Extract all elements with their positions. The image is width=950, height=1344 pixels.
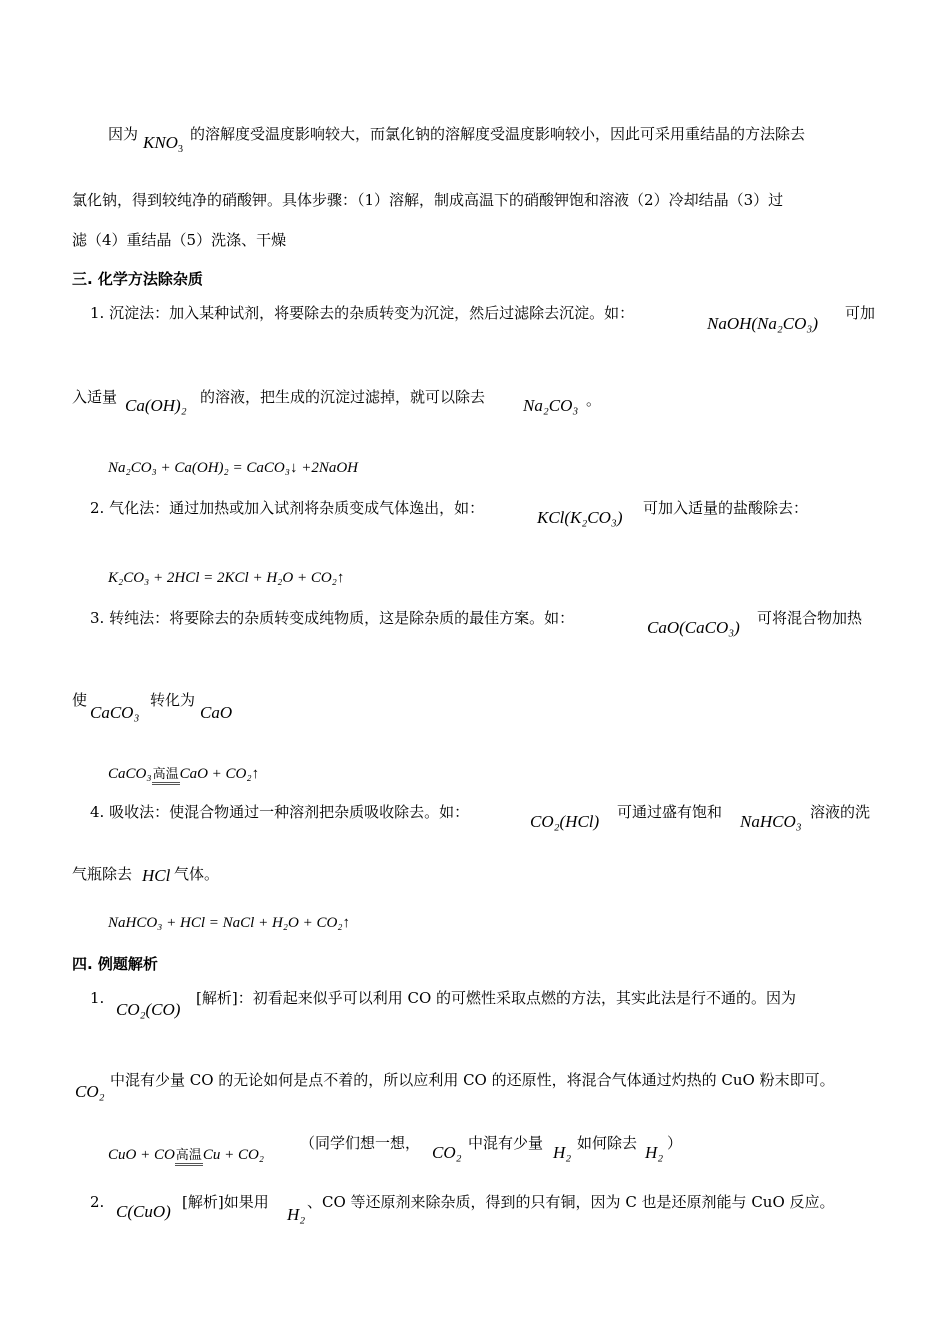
item4-line2b: 气体。 [174,865,220,883]
ex1-note-d: ） [667,1134,683,1152]
item3-text: 3. 转纯法：将要除去的杂质转变成纯物质，这是除杂质的最佳方案。如： [90,609,575,627]
item1-formula: NaOH(Na₂CO₃) [707,314,818,333]
ex2-formula: C(CuO) [116,1202,171,1221]
item4-text: 4. 吸收法：使混合物通过一种溶剂把杂质吸收除去。如： [90,803,470,821]
item3-tail: 可将混合物加热 [757,609,863,627]
item4-mid: 可通过盛有饱和 [617,803,723,821]
ex2-num: 2. [90,1193,105,1211]
item1-line2c: 。 [586,391,602,409]
item1-text: 1. 沉淀法：加入某种试剂，将要除去的杂质转变为沉淀，然后过滤除去沉淀。如： [90,304,635,322]
item1-line2a: 入适量 [72,388,118,406]
ex1-line2: 中混有少量 CO 的无论如何是点不着的，所以应利用 CO 的还原性，将混合气体通过灼热的 CuO 粉末即可。 [110,1071,835,1089]
item1-line2b: 的溶液，把生成的沉淀过滤掉，就可以除去 [200,388,486,406]
ex1-formula: CO₂(CO) [116,1000,181,1019]
ex1-eq-cond: 高温 [175,1148,203,1166]
item3-equation [108,763,259,783]
item1-equation: Na₂CO₃ + Ca(OH)₂ = CaCO₃↓ +2NaOH [108,460,358,476]
item1-f2: Ca(OH)₂ [125,396,187,415]
ex1-note-b: 中混有少量 [468,1134,544,1152]
section3-heading: 三. 化学方法除杂质 [72,270,203,288]
ex1-eq-right: Cu + CO₂ [202,1147,264,1163]
item3-eq-left: CaCO₃ [108,766,152,782]
item3-formula: CaO(CaCO₃) [647,618,740,637]
ex1-num: 1. [90,989,105,1007]
item3-line2a: 使 [72,691,88,709]
item2-equation: K₂CO₃ + 2HCl = 2KCl + H₂O + CO₂↑ [108,570,345,586]
section4-heading: 四. 例题解析 [72,955,158,973]
ex2-text-a: [解析]如果用 [182,1193,269,1211]
item4-f3: HCl [142,866,171,885]
p1-line2: 氯化钠，得到较纯净的硝酸钾。具体步骤：（1）溶解，制成高温下的硝酸钾饱和溶液（2）冷却结晶（3）过 [72,191,784,209]
item3-f2: CaCO₃ [90,703,140,722]
item4-equation: NaHCO₃ + HCl = NaCl + H₂O + CO₂↑ [108,915,350,931]
formula-kno3 [143,133,183,155]
ex2-f2: H₂ [287,1205,306,1224]
kno3-sub: 3 [177,144,183,155]
p1-prefix: 因为 [108,125,139,143]
item4-f2: NaHCO₃ [740,812,802,831]
ex2-text-b: 、CO 等还原剂来除杂质，得到的只有铜，因为 C 也是还原剂能与 CuO 反应。 [307,1193,835,1211]
item4-line2a: 气瓶除去 [72,865,133,883]
item1-tail: 可加 [845,304,876,322]
ex1-text: [解析]：初看起来似乎可以利用 CO 的可燃性采取点燃的方法，其实此法是行不通的。因为 [196,989,797,1007]
item3-f3: CaO [200,703,233,722]
item3-eq-cond: 高温 [152,767,180,785]
item3-eq-right: CaO + CO₂↑ [179,766,260,782]
item1-f3: Na₂CO₃ [523,396,579,415]
item3-line2b: 转化为 [150,691,196,709]
ex1-note-f2: H₂ [553,1143,572,1162]
ex1-eq-left: CuO + CO [108,1147,175,1163]
ex1-equation [108,1144,264,1164]
item4-formula: CO₂(HCl) [530,812,600,831]
item2-text: 2. 气化法：通过加热或加入试剂将杂质变成气体逸出，如： [90,499,485,517]
kno3-base: KNO [143,133,178,152]
p1-rest: 的溶解度受温度影响较大，而氯化钠的溶解度受温度影响较小，因此可采用重结晶的方法除去 [190,125,806,143]
item2-tail: 可加入适量的盐酸除去： [643,499,809,517]
ex1-note-f1: CO₂ [432,1143,462,1162]
ex1-note-f3: H₂ [645,1143,664,1162]
ex1-f2: CO₂ [75,1082,105,1101]
ex1-note-c: 如何除去 [577,1134,638,1152]
ex1-note-a: （同学们想一想， [300,1134,421,1152]
item4-tail: 溶液的洗 [810,803,871,821]
p1-line3: 滤（4）重结晶（5）洗涤、干燥 [72,231,287,249]
item2-formula: KCl(K₂CO₃) [537,508,623,527]
